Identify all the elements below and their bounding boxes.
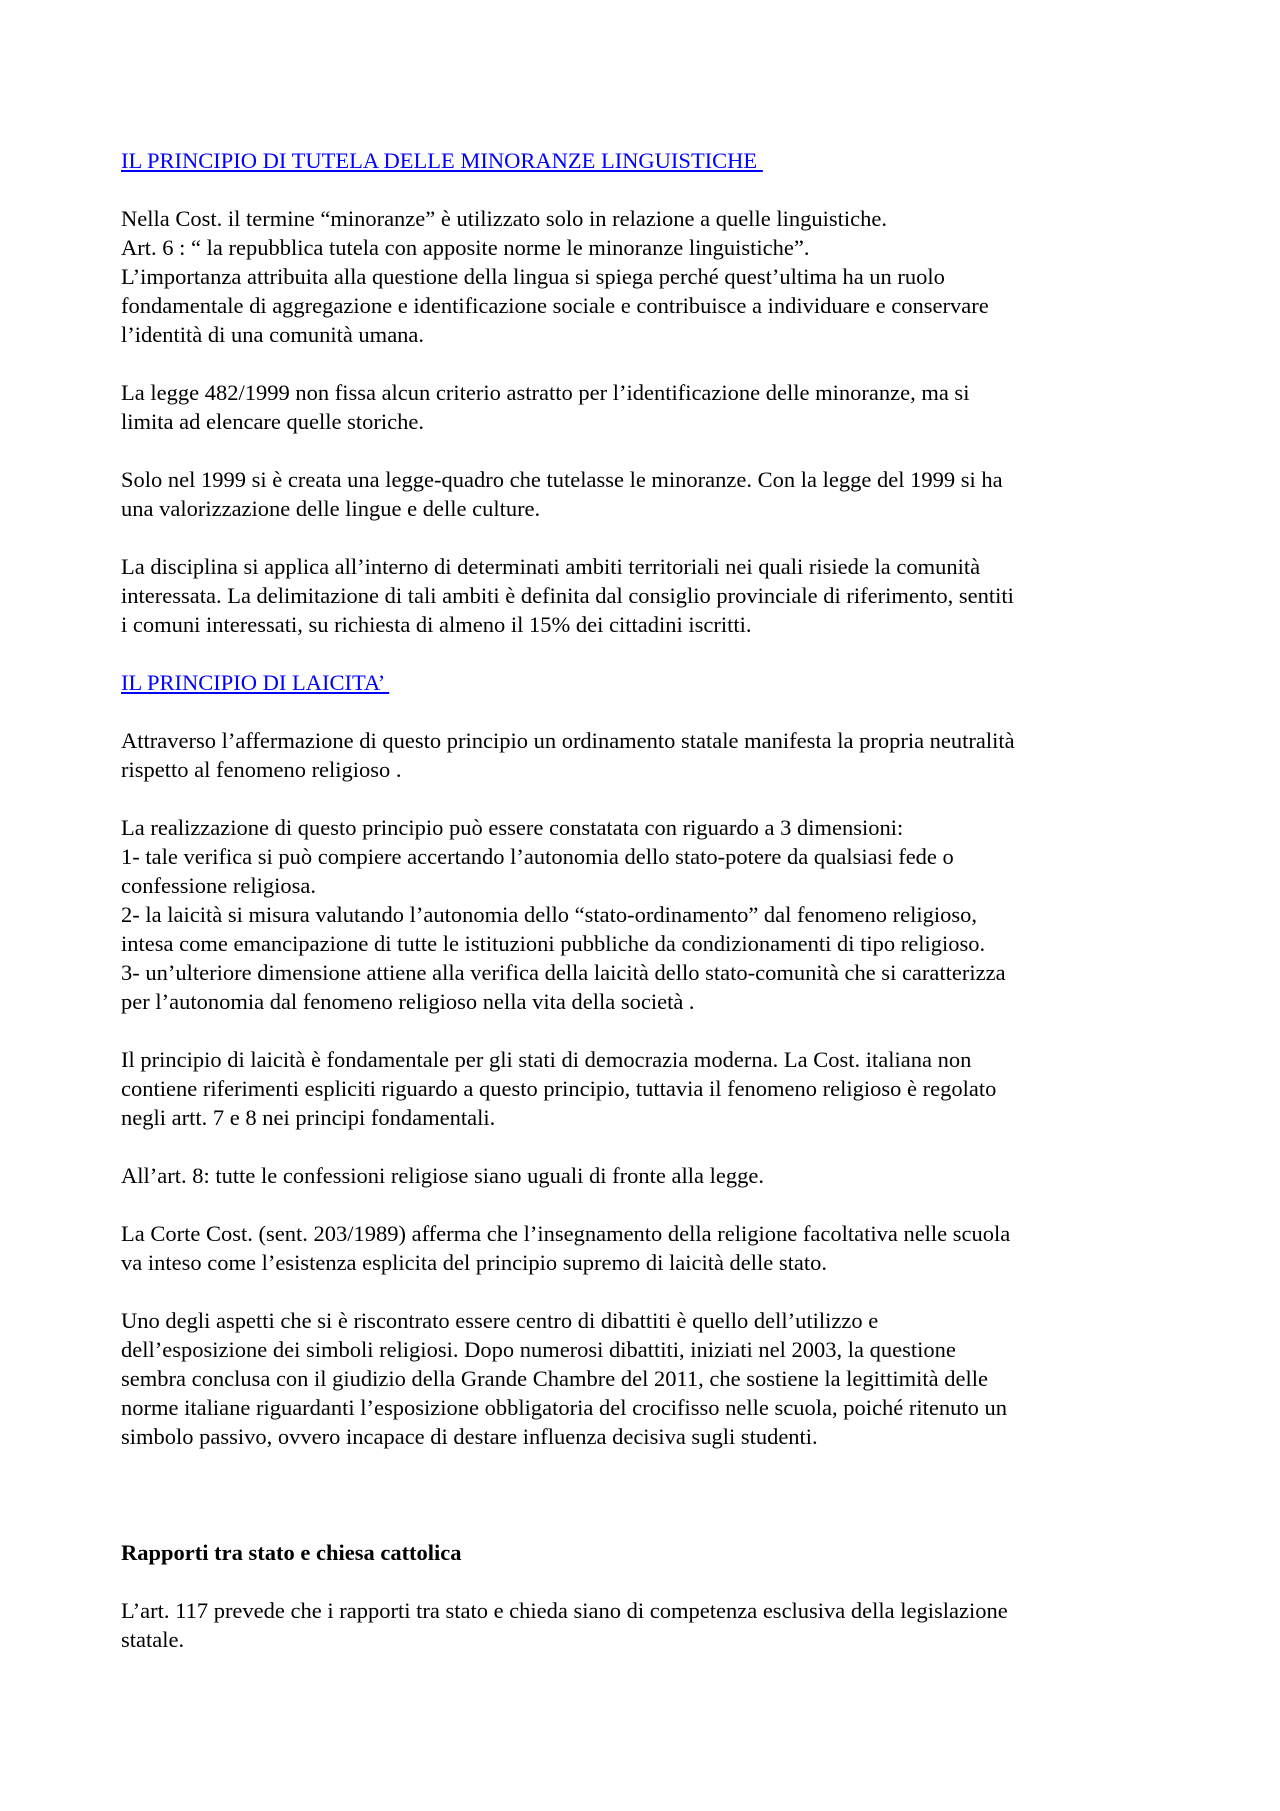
text-line: sembra conclusa con il giudizio della Grande Chambre del 2011, che sostiene la legittimità delle [121, 1366, 989, 1391]
text-line: contiene riferimenti espliciti riguardo a questo principio, tuttavia il fenomeno religioso è regolato [121, 1076, 997, 1101]
text-line: La disciplina si applica all’interno di determinati ambiti territoriali nei quali risiede la comunità [121, 554, 981, 579]
text-line: Attraverso l’affermazione di questo principio un ordinamento statale manifesta la propria neutralità [121, 728, 1015, 753]
text-line: confessione religiosa. [121, 873, 316, 898]
text-line: La Corte Cost. (sent. 203/1989) afferma che l’insegnamento della religione facoltativa nelle scuola [121, 1221, 1011, 1246]
paragraph-art-8 [121, 1161, 1171, 1190]
heading-link-minoranze[interactable]: IL PRINCIPIO DI TUTELA DELLE MINORANZE LINGUISTICHE [121, 148, 763, 173]
text-line: L’art. 117 prevede che i rapporti tra stato e chieda siano di competenza esclusiva della legislazione [121, 1598, 1008, 1623]
paragraph-principio-laicita [121, 1045, 1171, 1132]
paragraph-laicita-intro [121, 726, 1171, 784]
text-line: i comuni interessati, su richiesta di almeno il 15% dei cittadini iscritti. [121, 612, 752, 637]
text-line: interessata. La delimitazione di tali ambiti è definita dal consiglio provinciale di riferimento, sentiti [121, 583, 1014, 608]
text-line: La legge 482/1999 non fissa alcun criterio astratto per l’identificazione delle minoranze, ma si [121, 380, 970, 405]
text-line: fondamentale di aggregazione e identificazione sociale e contribuisce a individuare e conservare [121, 293, 989, 318]
text-line: 2- la laicità si misura valutando l’autonomia dello “stato-ordinamento” dal fenomeno religioso, [121, 902, 977, 927]
paragraph-legge-482 [121, 378, 1171, 436]
spacer [121, 784, 1171, 813]
spacer [121, 639, 1171, 668]
text-line: statale. [121, 1627, 185, 1652]
paragraph-simboli-religiosi [121, 1306, 1171, 1451]
text-line: 1- tale verifica si può compiere accertando l’autonomia dello stato-potere da qualsiasi fede o [121, 844, 954, 869]
text-line: intesa come emancipazione di tutte le istituzioni pubbliche da condizionamenti di tipo religioso. [121, 931, 986, 956]
text-line: L’importanza attribuita alla questione della lingua si spiega perché quest’ultima ha un ruolo [121, 264, 945, 289]
text-line: 3- un’ulteriore dimensione attiene alla verifica della laicità dello stato-comunità che si caratterizza [121, 960, 1006, 985]
text-line: Nella Cost. il termine “minoranze” è utilizzato solo in relazione a quelle linguistiche. [121, 206, 887, 231]
text-line: norme italiane riguardanti l’esposizione obbligatoria del crocifisso nelle scuola, poiché ritenuto un [121, 1395, 1007, 1420]
paragraph-minoranze-intro [121, 204, 1171, 349]
spacer [121, 1016, 1171, 1045]
text-line: Solo nel 1999 si è creata una legge-quadro che tutelasse le minoranze. Con la legge del 1999 si ha [121, 467, 1003, 492]
paragraph-art-117 [121, 1596, 1171, 1654]
paragraph-disciplina [121, 552, 1171, 639]
text-line: rispetto al fenomeno religioso . [121, 757, 402, 782]
spacer [121, 1277, 1171, 1306]
spacer [121, 1451, 1171, 1538]
text-line: una valorizzazione delle lingue e delle culture. [121, 496, 541, 521]
text-line: negli artt. 7 e 8 nei principi fondamentali. [121, 1105, 496, 1130]
paragraph-dimensioni [121, 813, 1171, 1016]
text-line: per l’autonomia dal fenomeno religioso nella vita della società . [121, 989, 695, 1014]
spacer [121, 697, 1171, 726]
paragraph-legge-quadro [121, 465, 1171, 523]
spacer [121, 1132, 1171, 1161]
text-line: l’identità di una comunità umana. [121, 322, 425, 347]
text-line: Il principio di laicità è fondamentale per gli stati di democrazia moderna. La Cost. italiana non [121, 1047, 972, 1072]
paragraph-corte-cost [121, 1219, 1171, 1277]
text-line: va inteso come l’esistenza esplicita del principio supremo di laicità delle stato. [121, 1250, 828, 1275]
text-line: La realizzazione di questo principio può essere constatata con riguardo a 3 dimensioni: [121, 815, 904, 840]
spacer [121, 175, 1171, 204]
text-line: Art. 6 : “ la repubblica tutela con apposite norme le minoranze linguistiche”. [121, 235, 810, 260]
heading-link-laicita[interactable]: IL PRINCIPIO DI LAICITA’ [121, 670, 390, 695]
spacer [121, 436, 1171, 465]
spacer [121, 349, 1171, 378]
document-page [121, 146, 1171, 1654]
text-line: All’art. 8: tutte le confessioni religiose siano uguali di fronte alla legge. [121, 1163, 764, 1188]
text-line: dell’esposizione dei simboli religiosi. Dopo numerosi dibattiti, iniziati nel 2003, la questione [121, 1337, 956, 1362]
spacer [121, 1190, 1171, 1219]
text-line: limita ad elencare quelle storiche. [121, 409, 424, 434]
text-line: Uno degli aspetti che si è riscontrato essere centro di dibattiti è quello dell’utilizzo e [121, 1308, 879, 1333]
text-line: simbolo passivo, ovvero incapace di destare influenza decisiva sugli studenti. [121, 1424, 818, 1449]
spacer [121, 523, 1171, 552]
section-heading-rapporti: Rapporti tra stato e chiesa cattolica [121, 1540, 462, 1565]
spacer [121, 1567, 1171, 1596]
